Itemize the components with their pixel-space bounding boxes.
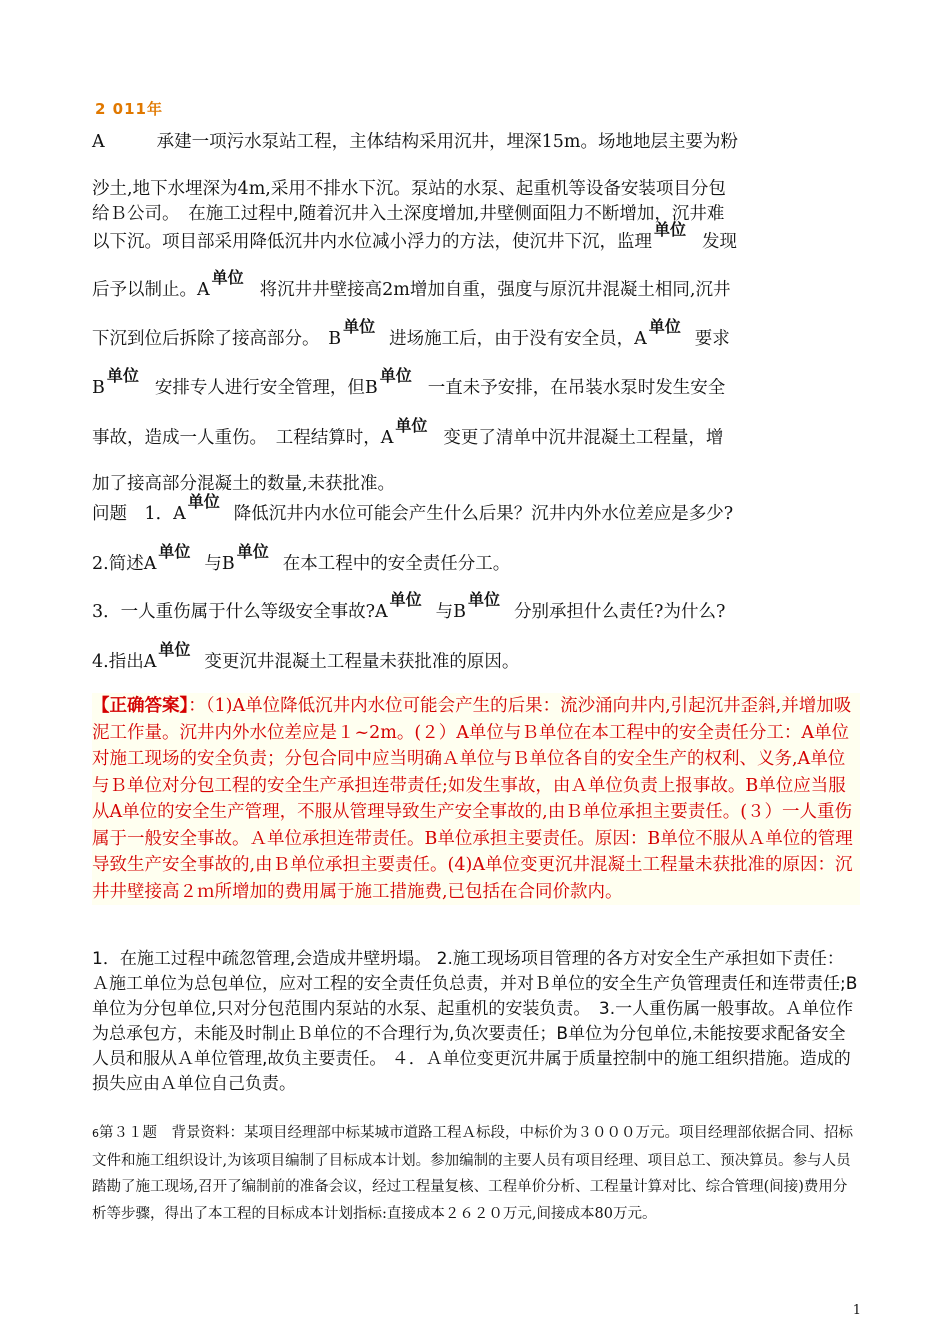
text: 一直未予安排，在吊装水泵时发生安全 xyxy=(427,378,726,398)
anchor-marker: 6 xyxy=(92,1127,99,1140)
question-31 xyxy=(92,1120,860,1227)
text: 要求 xyxy=(694,329,730,349)
unit-label: 单位 xyxy=(187,492,220,511)
unit-label: 单位 xyxy=(211,268,244,287)
unit-label: 单位 xyxy=(468,590,501,609)
question-31-text: 第３１题 背景资料：某项目经理部中标某城市道路工程Ａ标段，中标价为３０００万元。项目经理部依据合同、招标文件和施工组织设计,为该项目编制了目标成本计划。参加编制的主要人员有项目经理、项目总工、预决算员。参与人员踏勘了施工现场,召开了编制前的准备会议，经过工程量复核、工程单价分析、工程量计算对比、综合管理(间接)费用分析等步骤，得出了本工程的目标成本计划指标:直接成本２６２０万元,间接成本80万元。 xyxy=(92,1125,853,1222)
text: 与B xyxy=(435,602,467,622)
case-line-1 xyxy=(92,128,862,153)
unit-label: 单位 xyxy=(236,542,269,561)
unit-label: 单位 xyxy=(654,220,687,239)
correct-answer-block xyxy=(92,693,860,905)
text: A xyxy=(92,132,105,152)
text: 安排专人进行安全管理，但B xyxy=(154,378,378,398)
unit-label: 单位 xyxy=(389,590,422,609)
text: 后予以制止。A xyxy=(92,280,210,300)
unit-label: 单位 xyxy=(158,542,191,561)
text: 2.简述A xyxy=(92,554,157,574)
text: B xyxy=(92,378,105,398)
case-line-2: 沙土,地下水埋深为4m,采用不排水下沉。泵站的水泵、起重机等设备安装项目分包 xyxy=(92,179,726,199)
page-number: 1 xyxy=(852,1303,861,1318)
text: 降低沉井内水位可能会产生什么后果？沉井内外水位差应是多少? xyxy=(233,504,734,524)
text: 变更了清单中沉井混凝土工程量，增 xyxy=(443,428,724,448)
unit-label: 单位 xyxy=(343,317,376,336)
unit-label: 单位 xyxy=(106,366,139,385)
text: 将沉井井壁接高2m增加自重，强度与原沉井混凝土相同,沉井 xyxy=(259,280,731,300)
unit-label: 单位 xyxy=(648,317,681,336)
text: 分别承担什么责任?为什么? xyxy=(514,602,726,622)
question-3 xyxy=(92,590,862,623)
text: 变更沉井混凝土工程量未获批准的原因。 xyxy=(204,652,520,672)
case-line-8 xyxy=(92,416,862,449)
text: 事故，造成一人重伤。 工程结算时，A xyxy=(92,428,394,448)
analysis-block: 1．在施工过程中疏忽管理,会造成井壁坍塌。 2.施工现场项目管理的各方对安全生产承担如下责任：Ａ施工单位为总包单位，应对工程的安全责任负总责，并对Ｂ单位的安全生产负管理责任和连带责任;B单位为分包单位,只对分包范围内泵站的水泵、起重机的安装负责。 3.一人重伤属一般事故。Ａ单位作为总承包方，未能及时制止Ｂ单位的不合理行为,负次要责任；B单位为分包单位,未能按要求配备安全人员和服从Ａ单位管理,故负主要责任。 ４．Ａ单位变更沉井属于质量控制中的施工组织措施。造成的损失应由Ａ单位自己负责。 xyxy=(92,949,858,1094)
unit-label: 单位 xyxy=(395,416,428,435)
text: 进场施工后，由于没有安全员，A xyxy=(389,329,647,349)
case-line-7 xyxy=(92,366,862,399)
text: 承建一项污水泵站工程，主体结构采用沉井，埋深15m。场地地层主要为粉 xyxy=(156,132,739,152)
case-line-5 xyxy=(92,268,862,301)
question-2 xyxy=(92,542,862,575)
text: 问题 1．A xyxy=(92,504,186,524)
year-heading: 2 011年 xyxy=(95,100,163,118)
unit-label: 单位 xyxy=(158,640,191,659)
unit-label: 单位 xyxy=(379,366,412,385)
text: 下沉到位后拆除了接高部分。 B xyxy=(92,329,342,349)
text: 3．一人重伤属于什么等级安全事故?A xyxy=(92,602,388,622)
question-1 xyxy=(92,492,862,525)
case-line-3: 给Ｂ公司。 在施工过程中,随着沉井入土深度增加,井壁侧面阻力不断增加，沉井难 xyxy=(92,204,725,224)
answer-text: ：（1)A单位降低沉井内水位可能会产生的后果：流沙涌向井内,引起沉井歪斜,并增加吸泥工作量。沉井内外水位差应是１~2m。(２）A单位与Ｂ单位在本工程中的安全责任分工：A单位对施工现场的安全负责；分包合同中应当明确Ａ单位与Ｂ单位各自的安全生产的权利、义务,A单位与Ｂ单位对分包工程的安全生产承担连带责任;如发生事故，由Ａ单位负责上报事故。B单位应当服从A单位的安全生产管理，不服从管理导致生产安全事故的,由Ｂ单位承担主要责任。(３）一人重伤属于一般安全事故。Ａ单位承担连带责任。B单位承担主要责任。原因：B单位不服从Ａ单位的管理导致生产安全事故的,由Ｂ单位承担主要责任。(4)A单位变更沉井混凝土工程量未获批准的原因：沉井井壁接高２ｍ所增加的费用属于施工措施费,已包括在合同价款内。 xyxy=(92,696,853,902)
case-line-6 xyxy=(92,317,862,350)
text: 在本工程中的安全责任分工。 xyxy=(282,554,511,574)
case-line-4 xyxy=(92,220,862,253)
text: 以下沉。项目部采用降低沉井内水位减小浮力的方法，使沉井下沉，监理 xyxy=(92,232,652,252)
question-4 xyxy=(92,640,862,673)
case-line-9: 加了接高部分混凝土的数量,未获批准。 xyxy=(92,474,396,494)
text: 与B xyxy=(204,554,235,574)
answer-tag: 【正确答案】 xyxy=(92,696,189,716)
text: 发现 xyxy=(702,232,738,252)
text: 4.指出A xyxy=(92,652,157,672)
